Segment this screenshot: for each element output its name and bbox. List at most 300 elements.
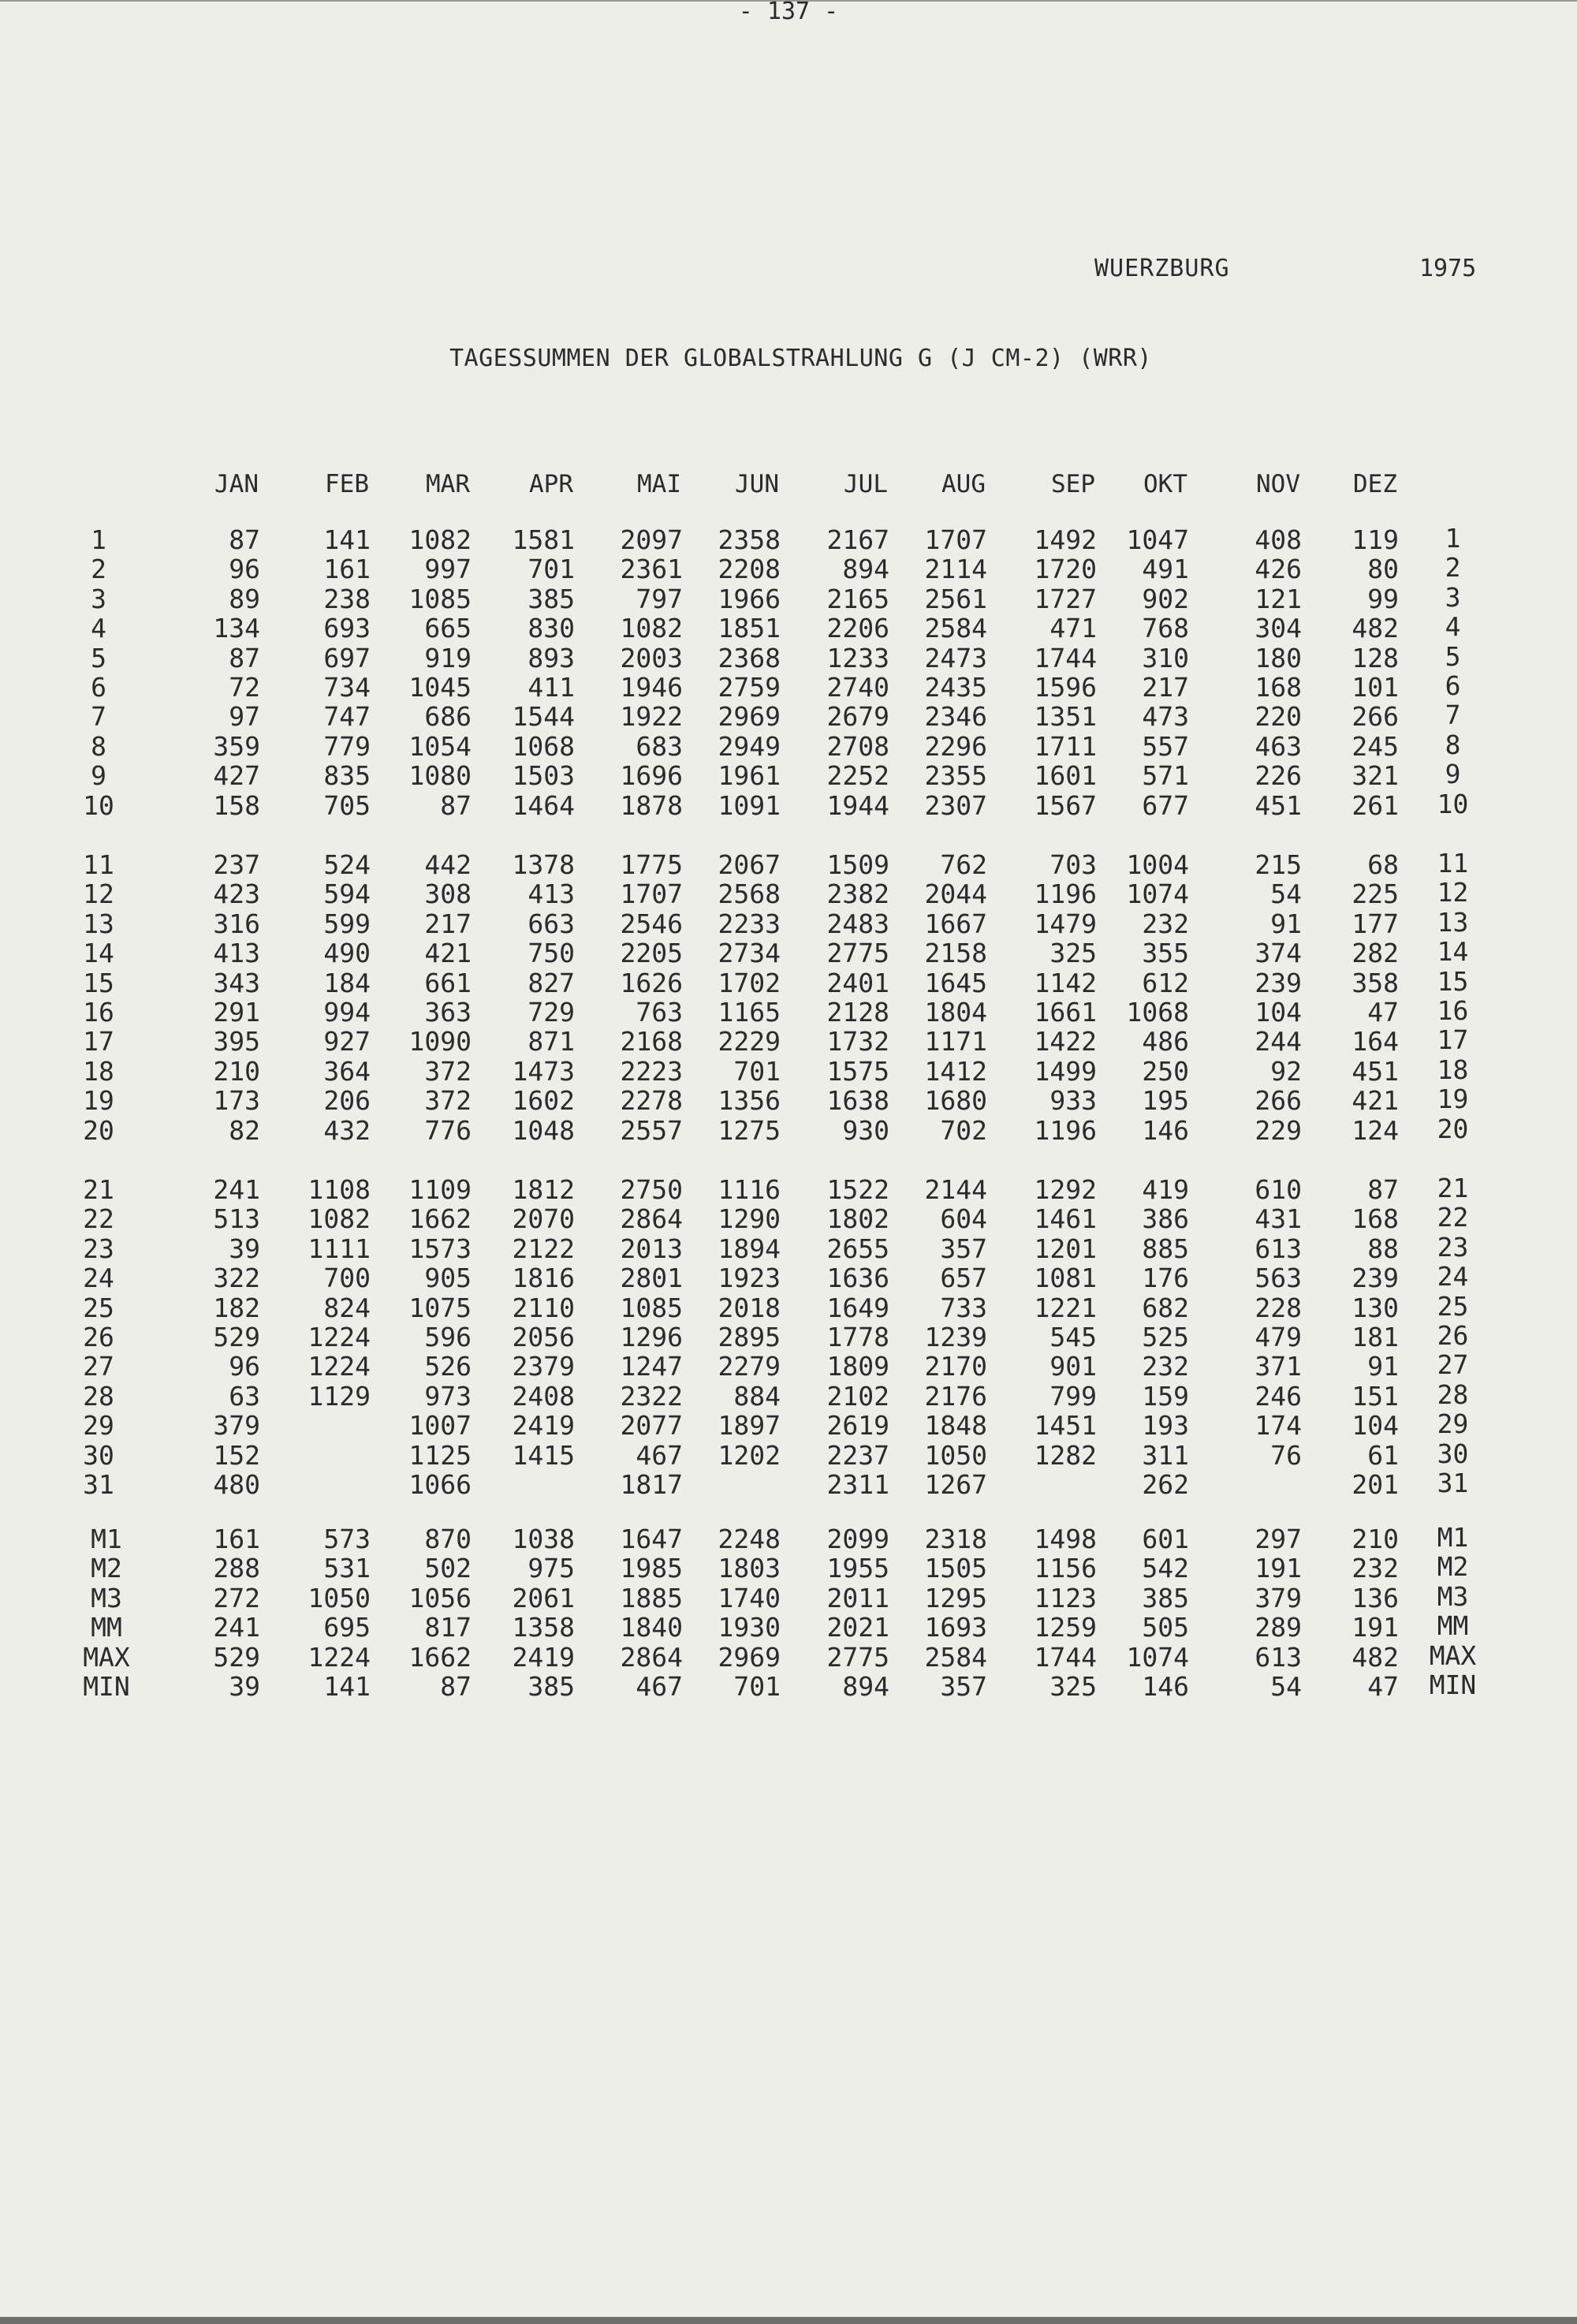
table-cell: 1239 xyxy=(924,1322,987,1352)
table-cell: 87 xyxy=(229,642,260,673)
day-label: 9 xyxy=(91,760,106,792)
summary-cell: 289 xyxy=(1255,1612,1302,1643)
table-cell: 1596 xyxy=(1034,672,1097,703)
table-cell: 490 xyxy=(323,938,371,969)
summary-cell: 1074 xyxy=(1126,1641,1189,1673)
table-cell: 1662 xyxy=(408,1203,472,1235)
table-cell: 427 xyxy=(213,760,260,792)
day-label: 30 xyxy=(83,1439,114,1471)
station-name: WUERZBURG xyxy=(1094,255,1230,282)
day-label: 20 xyxy=(83,1114,114,1146)
day-label-right: 23 xyxy=(1437,1231,1469,1263)
table-cell: 193 xyxy=(1142,1410,1189,1442)
table-cell: 2775 xyxy=(826,938,889,969)
table-cell: 217 xyxy=(1142,672,1189,703)
table-cell: 87 xyxy=(1367,1174,1399,1205)
table-cell: 2070 xyxy=(512,1203,575,1235)
table-cell: 181 xyxy=(1351,1322,1399,1352)
summary-cell: 2099 xyxy=(826,1524,889,1554)
table-cell: 2322 xyxy=(620,1380,683,1412)
table-cell: 1667 xyxy=(924,908,987,939)
table-cell: 357 xyxy=(940,1233,987,1264)
day-label: 23 xyxy=(83,1233,114,1264)
table-cell: 700 xyxy=(323,1263,371,1294)
table-cell: 693 xyxy=(323,613,371,644)
table-cell: 1007 xyxy=(408,1410,472,1442)
table-cell: 225 xyxy=(1351,878,1399,910)
table-cell: 661 xyxy=(424,967,472,998)
table-cell: 2165 xyxy=(826,583,889,614)
summary-cell: 2011 xyxy=(826,1582,889,1613)
table-cell: 835 xyxy=(323,760,371,792)
table-cell: 768 xyxy=(1142,613,1189,644)
table-cell: 471 xyxy=(1049,613,1097,644)
table-cell: 1233 xyxy=(826,642,889,673)
table-cell: 1196 xyxy=(1034,1114,1097,1146)
summary-cell: 1050 xyxy=(308,1582,371,1613)
table-cell: 408 xyxy=(1255,524,1302,555)
table-cell: 1720 xyxy=(1034,554,1097,585)
table-cell: 121 xyxy=(1255,583,1302,614)
table-cell: 612 xyxy=(1142,967,1189,998)
table-cell: 1201 xyxy=(1034,1233,1097,1264)
summary-cell: 573 xyxy=(323,1524,371,1554)
summary-cell: 1505 xyxy=(924,1553,987,1584)
day-label-right: 2 xyxy=(1445,552,1461,584)
table-cell: 776 xyxy=(424,1114,472,1146)
day-label: 22 xyxy=(83,1203,114,1235)
table-cell: 797 xyxy=(636,583,683,614)
table-cell: 1817 xyxy=(620,1469,683,1500)
table-cell: 763 xyxy=(636,997,683,1028)
table-cell: 174 xyxy=(1255,1410,1302,1442)
table-cell: 604 xyxy=(940,1203,987,1235)
month-header: JAN xyxy=(214,470,259,498)
summary-cell: 272 xyxy=(213,1582,260,1613)
day-label: 10 xyxy=(83,789,114,821)
table-cell: 146 xyxy=(1142,1114,1189,1146)
day-label: 16 xyxy=(83,997,114,1028)
table-cell: 830 xyxy=(528,613,575,644)
day-label: 21 xyxy=(83,1174,114,1205)
table-cell: 1649 xyxy=(826,1292,889,1323)
table-cell: 663 xyxy=(528,908,575,939)
table-cell: 1422 xyxy=(1034,1026,1097,1058)
table-cell: 343 xyxy=(213,967,260,998)
table-cell: 2708 xyxy=(826,730,889,762)
table-cell: 871 xyxy=(528,1026,575,1058)
table-cell: 529 xyxy=(213,1322,260,1352)
table-cell: 1004 xyxy=(1126,849,1189,880)
table-cell: 1050 xyxy=(924,1439,987,1471)
table-cell: 599 xyxy=(323,908,371,939)
table-cell: 1479 xyxy=(1034,908,1097,939)
day-label: 15 xyxy=(83,967,114,998)
table-cell: 2895 xyxy=(718,1322,781,1352)
table-cell: 557 xyxy=(1142,730,1189,762)
day-label-right: 31 xyxy=(1437,1468,1469,1498)
summary-cell: 2969 xyxy=(718,1641,781,1673)
table-cell: 526 xyxy=(424,1351,472,1382)
month-header: MAI xyxy=(637,470,681,498)
table-cell: 421 xyxy=(1351,1085,1399,1117)
table-cell: 2229 xyxy=(718,1026,781,1058)
table-cell: 2584 xyxy=(924,613,987,644)
table-cell: 733 xyxy=(940,1292,987,1323)
table-cell: 2346 xyxy=(924,701,987,733)
table-cell: 2044 xyxy=(924,878,987,910)
day-label: 6 xyxy=(91,672,106,703)
table-cell: 2568 xyxy=(718,878,781,910)
table-cell: 596 xyxy=(424,1322,472,1352)
table-cell: 99 xyxy=(1367,583,1399,614)
summary-label-right: M2 xyxy=(1437,1551,1469,1583)
summary-cell: 613 xyxy=(1255,1641,1302,1673)
table-cell: 411 xyxy=(528,672,575,703)
table-cell: 246 xyxy=(1255,1380,1302,1412)
table-cell: 1601 xyxy=(1034,760,1097,792)
table-cell: 1696 xyxy=(620,760,683,792)
table-cell: 919 xyxy=(424,642,472,673)
table-cell: 1711 xyxy=(1034,730,1097,762)
table-cell: 1544 xyxy=(512,701,575,733)
table-cell: 1109 xyxy=(408,1174,472,1205)
table-cell: 1809 xyxy=(826,1351,889,1382)
table-cell: 61 xyxy=(1367,1439,1399,1471)
table-cell: 2435 xyxy=(924,672,987,703)
table-cell: 747 xyxy=(323,701,371,733)
table-cell: 2278 xyxy=(620,1085,683,1117)
table-cell: 1626 xyxy=(620,967,683,998)
table-cell: 364 xyxy=(323,1055,371,1087)
summary-cell: 385 xyxy=(528,1671,575,1702)
table-cell: 134 xyxy=(213,613,260,644)
month-header: NOV xyxy=(1256,470,1300,498)
table-cell: 1816 xyxy=(512,1263,575,1294)
table-cell: 827 xyxy=(528,967,575,998)
summary-cell: 1885 xyxy=(620,1582,683,1613)
day-label: 27 xyxy=(83,1351,114,1382)
summary-cell: 1985 xyxy=(620,1553,683,1584)
summary-cell: 2248 xyxy=(718,1524,781,1554)
table-cell: 1267 xyxy=(924,1469,987,1500)
table-cell: 421 xyxy=(424,938,472,969)
table-cell: 104 xyxy=(1255,997,1302,1028)
table-cell: 2355 xyxy=(924,760,987,792)
table-cell: 1775 xyxy=(620,849,683,880)
table-cell: 159 xyxy=(1142,1380,1189,1412)
month-header: APR xyxy=(529,470,573,498)
table-cell: 432 xyxy=(323,1114,371,1146)
summary-cell: 357 xyxy=(940,1671,987,1702)
table-cell: 176 xyxy=(1142,1263,1189,1294)
table-cell: 1645 xyxy=(924,967,987,998)
table-cell: 1923 xyxy=(718,1263,781,1294)
summary-cell: 1840 xyxy=(620,1612,683,1643)
summary-cell: 529 xyxy=(213,1641,260,1673)
table-cell: 1961 xyxy=(718,760,781,792)
table-cell: 1108 xyxy=(308,1174,371,1205)
day-label: 14 xyxy=(83,938,114,969)
day-label: 31 xyxy=(83,1469,114,1500)
day-label-right: 14 xyxy=(1437,936,1469,968)
table-cell: 482 xyxy=(1351,613,1399,644)
table-cell: 239 xyxy=(1255,967,1302,998)
table-cell: 997 xyxy=(424,554,472,585)
table-cell: 2361 xyxy=(620,554,683,585)
summary-cell: 2864 xyxy=(620,1641,683,1673)
table-cell: 47 xyxy=(1367,997,1399,1028)
table-cell: 480 xyxy=(213,1469,260,1500)
day-label-right: 11 xyxy=(1437,848,1469,878)
day-label-right: 28 xyxy=(1437,1378,1469,1410)
summary-cell: 505 xyxy=(1142,1612,1189,1643)
summary-cell: 379 xyxy=(1255,1582,1302,1613)
summary-label: M3 xyxy=(91,1582,122,1613)
table-cell: 1473 xyxy=(512,1055,575,1087)
table-cell: 325 xyxy=(1049,938,1097,969)
table-cell: 321 xyxy=(1351,760,1399,792)
table-cell: 525 xyxy=(1142,1322,1189,1352)
table-cell: 1221 xyxy=(1034,1292,1097,1323)
summary-cell: 136 xyxy=(1351,1582,1399,1613)
table-cell: 2949 xyxy=(718,730,781,762)
table-cell: 467 xyxy=(636,1439,683,1471)
summary-cell: 542 xyxy=(1142,1553,1189,1584)
table-cell: 1066 xyxy=(408,1469,472,1500)
table-cell: 2170 xyxy=(924,1351,987,1382)
table-cell: 423 xyxy=(213,878,260,910)
table-cell: 97 xyxy=(229,701,260,733)
day-label-right: 17 xyxy=(1437,1024,1469,1056)
table-cell: 701 xyxy=(528,554,575,585)
table-cell: 657 xyxy=(940,1263,987,1294)
table-cell: 894 xyxy=(842,554,889,585)
summary-cell: 870 xyxy=(424,1524,472,1554)
table-cell: 413 xyxy=(213,938,260,969)
table-cell: 1282 xyxy=(1034,1439,1097,1471)
summary-cell: 161 xyxy=(213,1524,260,1554)
table-cell: 316 xyxy=(213,908,260,939)
table-cell: 2144 xyxy=(924,1174,987,1205)
summary-cell: 1498 xyxy=(1034,1524,1097,1554)
table-cell: 1082 xyxy=(620,613,683,644)
table-cell: 308 xyxy=(424,878,472,910)
month-header: AUG xyxy=(941,470,986,498)
table-cell: 1778 xyxy=(826,1322,889,1352)
summary-cell: 1744 xyxy=(1034,1641,1097,1673)
table-cell: 82 xyxy=(229,1114,260,1146)
summary-cell: 1930 xyxy=(718,1612,781,1643)
table-cell: 1085 xyxy=(408,583,472,614)
table-cell: 1412 xyxy=(924,1055,987,1087)
day-label: 7 xyxy=(91,701,106,733)
table-cell: 220 xyxy=(1255,701,1302,733)
summary-cell: 87 xyxy=(440,1671,472,1702)
table-cell: 2864 xyxy=(620,1203,683,1235)
table-cell: 168 xyxy=(1255,672,1302,703)
summary-cell: 1740 xyxy=(718,1582,781,1613)
summary-cell: 2419 xyxy=(512,1641,575,1673)
table-cell: 799 xyxy=(1049,1380,1097,1412)
table-cell: 442 xyxy=(424,849,472,880)
summary-cell: 601 xyxy=(1142,1524,1189,1554)
table-cell: 1567 xyxy=(1034,789,1097,821)
table-cell: 1461 xyxy=(1034,1203,1097,1235)
table-cell: 2223 xyxy=(620,1055,683,1087)
table-cell: 1499 xyxy=(1034,1055,1097,1087)
table-cell: 702 xyxy=(940,1114,987,1146)
table-cell: 1085 xyxy=(620,1292,683,1323)
summary-label-right: MAX xyxy=(1429,1639,1477,1671)
table-cell: 571 xyxy=(1142,760,1189,792)
table-cell: 358 xyxy=(1351,967,1399,998)
table-cell: 1894 xyxy=(718,1233,781,1264)
table-cell: 63 xyxy=(229,1380,260,1412)
table-cell: 1944 xyxy=(826,789,889,821)
table-cell: 241 xyxy=(213,1174,260,1205)
table-cell: 2208 xyxy=(718,554,781,585)
table-cell: 206 xyxy=(323,1085,371,1117)
table-cell: 2368 xyxy=(718,642,781,673)
table-cell: 491 xyxy=(1142,554,1189,585)
day-label: 25 xyxy=(83,1292,114,1323)
table-cell: 184 xyxy=(323,967,371,998)
table-cell: 524 xyxy=(323,849,371,880)
table-cell: 1522 xyxy=(826,1174,889,1205)
table-cell: 1707 xyxy=(620,878,683,910)
table-cell: 372 xyxy=(424,1055,472,1087)
table-cell: 703 xyxy=(1049,849,1097,880)
table-cell: 2734 xyxy=(718,938,781,969)
table-cell: 902 xyxy=(1142,583,1189,614)
table-cell: 2205 xyxy=(620,938,683,969)
table-cell: 1054 xyxy=(408,730,472,762)
table-cell: 1111 xyxy=(308,1233,371,1264)
table-cell: 1068 xyxy=(512,730,575,762)
summary-label: MIN xyxy=(83,1671,130,1702)
table-cell: 92 xyxy=(1270,1055,1302,1087)
table-cell: 486 xyxy=(1142,1026,1189,1058)
summary-cell: 1224 xyxy=(308,1641,371,1673)
day-label-right: 24 xyxy=(1437,1261,1469,1293)
table-cell: 1573 xyxy=(408,1233,472,1264)
page-number: - 137 - xyxy=(738,0,839,25)
day-label-right: 16 xyxy=(1437,995,1469,1026)
day-label: 5 xyxy=(91,642,106,673)
table-cell: 1732 xyxy=(826,1026,889,1058)
table-cell: 2097 xyxy=(620,524,683,555)
table-cell: 682 xyxy=(1142,1292,1189,1323)
table-cell: 1275 xyxy=(718,1114,781,1146)
table-cell: 1922 xyxy=(620,701,683,733)
table-cell: 195 xyxy=(1142,1085,1189,1117)
table-cell: 232 xyxy=(1142,1351,1189,1382)
table-cell: 76 xyxy=(1270,1439,1302,1471)
table-cell: 1068 xyxy=(1126,997,1189,1028)
table-cell: 372 xyxy=(424,1085,472,1117)
table-cell: 513 xyxy=(213,1203,260,1235)
table-cell: 1848 xyxy=(924,1410,987,1442)
day-label-right: 15 xyxy=(1437,965,1469,997)
day-label: 3 xyxy=(91,583,106,614)
summary-cell: 1803 xyxy=(718,1553,781,1584)
summary-cell: 325 xyxy=(1049,1671,1097,1702)
table-cell: 2379 xyxy=(512,1351,575,1382)
table-cell: 291 xyxy=(213,997,260,1028)
table-cell: 374 xyxy=(1255,938,1302,969)
summary-cell: 1123 xyxy=(1034,1582,1097,1613)
summary-cell: 1647 xyxy=(620,1524,683,1554)
table-cell: 182 xyxy=(213,1292,260,1323)
table-cell: 2473 xyxy=(924,642,987,673)
table-cell: 2252 xyxy=(826,760,889,792)
table-cell: 1351 xyxy=(1034,701,1097,733)
table-cell: 463 xyxy=(1255,730,1302,762)
table-cell: 96 xyxy=(229,1351,260,1382)
table-cell: 322 xyxy=(213,1263,260,1294)
table-cell: 1356 xyxy=(718,1085,781,1117)
summary-label: M2 xyxy=(91,1553,122,1584)
summary-cell: 1259 xyxy=(1034,1612,1097,1643)
table-cell: 419 xyxy=(1142,1174,1189,1205)
table-cell: 88 xyxy=(1367,1233,1399,1264)
table-cell: 2401 xyxy=(826,967,889,998)
month-header: OKT xyxy=(1143,470,1187,498)
table-cell: 2801 xyxy=(620,1263,683,1294)
table-cell: 201 xyxy=(1351,1469,1399,1500)
table-cell: 1727 xyxy=(1034,583,1097,614)
day-label: 4 xyxy=(91,613,106,644)
table-cell: 2740 xyxy=(826,672,889,703)
summary-cell: 695 xyxy=(323,1612,371,1643)
table-cell: 994 xyxy=(323,997,371,1028)
day-label: 11 xyxy=(83,849,114,880)
table-cell: 2679 xyxy=(826,701,889,733)
day-label: 8 xyxy=(91,730,106,762)
table-cell: 2176 xyxy=(924,1380,987,1412)
summary-cell: 2061 xyxy=(512,1582,575,1613)
table-cell: 1090 xyxy=(408,1026,472,1058)
table-cell: 87 xyxy=(440,789,472,821)
table-cell: 1581 xyxy=(512,524,575,555)
table-cell: 1503 xyxy=(512,760,575,792)
table-cell: 2114 xyxy=(924,554,987,585)
table-cell: 229 xyxy=(1255,1114,1302,1146)
day-label: 29 xyxy=(83,1410,114,1442)
table-cell: 927 xyxy=(323,1026,371,1058)
table-cell: 311 xyxy=(1142,1439,1189,1471)
summary-cell: 531 xyxy=(323,1553,371,1584)
day-label-right: 30 xyxy=(1437,1438,1469,1469)
table-cell: 158 xyxy=(213,789,260,821)
summary-label-right: M1 xyxy=(1437,1522,1469,1553)
table-cell: 152 xyxy=(213,1439,260,1471)
table-cell: 2168 xyxy=(620,1026,683,1058)
summary-cell: 141 xyxy=(323,1671,371,1702)
table-cell: 2546 xyxy=(620,908,683,939)
table-cell: 1966 xyxy=(718,583,781,614)
table-cell: 104 xyxy=(1351,1410,1399,1442)
table-cell: 1509 xyxy=(826,849,889,880)
table-cell: 177 xyxy=(1351,908,1399,939)
table-cell: 124 xyxy=(1351,1114,1399,1146)
month-header: SEP xyxy=(1051,470,1095,498)
day-label-right: 10 xyxy=(1437,788,1469,819)
table-cell: 677 xyxy=(1142,789,1189,821)
table-cell: 1636 xyxy=(826,1263,889,1294)
summary-cell: 1295 xyxy=(924,1582,987,1613)
